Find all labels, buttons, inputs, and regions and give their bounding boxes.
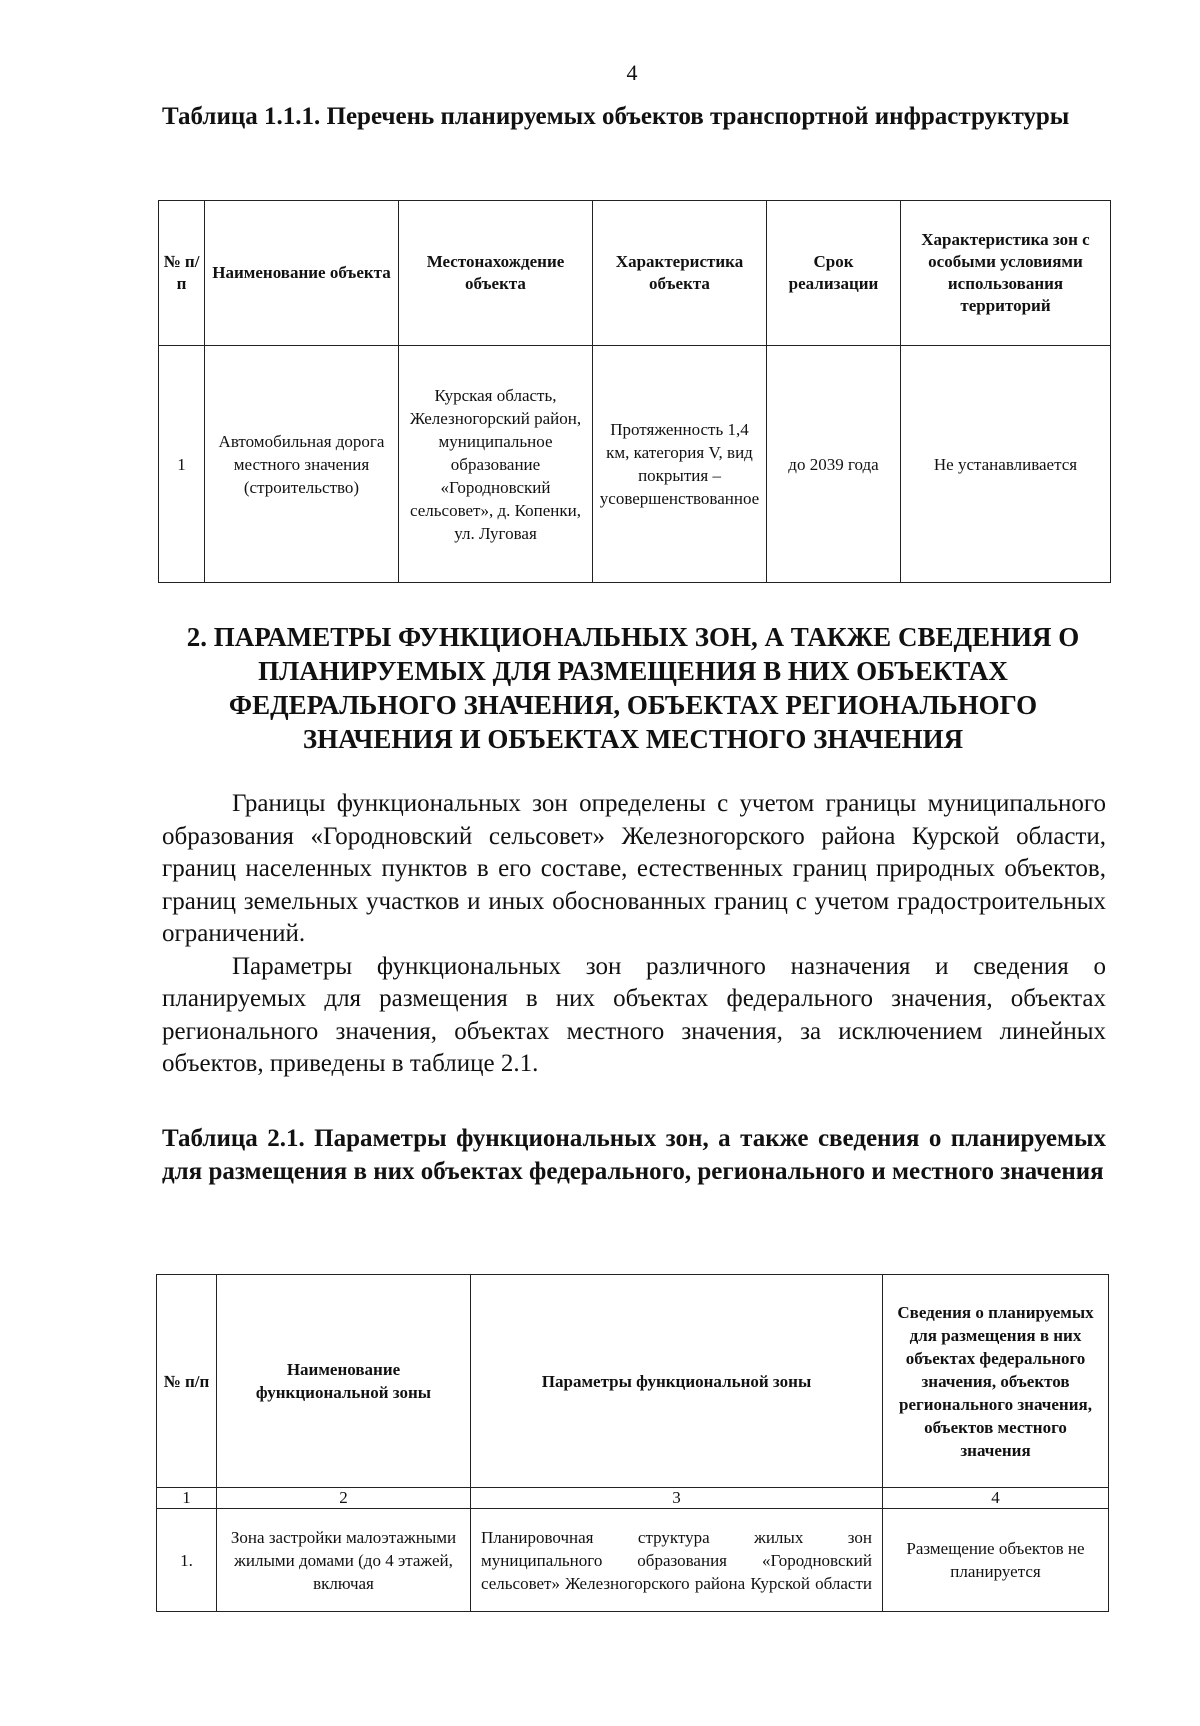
table1-cell-name: Автомобильная дорога местного значения (строительство) (205, 346, 399, 583)
table1-header-num: № п/п (159, 201, 205, 346)
functional-zones-table (156, 1274, 1109, 1612)
table2-header-row (157, 1275, 1109, 1488)
table2-column-numbers (157, 1488, 1109, 1509)
table1-cell-zones: Не устанавливается (901, 346, 1111, 583)
page-number: 4 (626, 60, 638, 85)
table2-colnum: 1 (157, 1488, 217, 1509)
table1-title: Таблица 1.1.1. Перечень планируемых объектов транспортной инфраструктуры (162, 103, 1070, 130)
table2-cell-num: 1. (157, 1509, 217, 1612)
table1-header-row (159, 201, 1111, 346)
table2-header-params: Параметры функциональной зоны (471, 1275, 883, 1488)
table-row (159, 346, 1111, 583)
section-title: 2. ПАРАМЕТРЫ ФУНКЦИОНАЛЬНЫХ ЗОН, А ТАКЖЕ СВЕДЕНИЯ О ПЛАНИРУЕМЫХ ДЛЯ РАЗМЕЩЕНИЯ В НИХ ОБЪЕКТАХ ФЕДЕРАЛЬНОГО ЗНАЧЕНИЯ, ОБЪЕКТАХ РЕГИОНАЛЬНОГО ЗНАЧЕНИЯ И ОБЪЕКТАХ МЕСТНОГО ЗНАЧЕНИЯ (186, 622, 1080, 754)
table2-header-num: № п/п (157, 1275, 217, 1488)
paragraph: Параметры функциональных зон различного назначения и сведения о планируемых для размещения в них объектах федерального значения, объектах регионального значения, объектах местного значения, за исключением линейных объектов, приведены в таблице 2.1. (162, 952, 1106, 1077)
table2-colnum: 2 (217, 1488, 471, 1509)
table1-header-name: Наименование объекта (205, 201, 399, 346)
table1-cell-num: 1 (159, 346, 205, 583)
table2-colnum: 3 (471, 1488, 883, 1509)
table1-header-zones: Характеристика зон с особыми условиями использования территорий (901, 201, 1111, 346)
table2-cell-zone-name: Зона застройки малоэтажными жилыми домами (до 4 этажей, включая (217, 1509, 471, 1612)
table2-cell-objects: Размещение объектов не планируется (883, 1509, 1109, 1612)
table1-cell-location: Курская область, Железногорский район, муниципальное образование «Городновский сельсовет», д. Копенки, ул. Луговая (399, 346, 593, 583)
table1-cell-characteristic: Протяженность 1,4 км, категория V, вид покрытия – усовершенствованное (593, 346, 767, 583)
table1-header-location: Местонахождение объекта (399, 201, 593, 346)
table1-header-term: Срок реализации (767, 201, 901, 346)
table-row (157, 1509, 1109, 1612)
paragraph: Границы функциональных зон определены с учетом границы муниципального образования «Городновский сельсовет» Железногорского района Курской области, границ населенных пунктов в его составе, естественных границ природных объектов, границ земельных участков и иных обоснованных границ с учетом градостроительных ограничений. (162, 790, 1106, 947)
table2-header-objects: Сведения о планируемых для размещения в них объектах федерального значения, объектов регионального значения, объектов местного значения (883, 1275, 1109, 1488)
section-body (162, 788, 1106, 1081)
transport-objects-table (158, 200, 1111, 583)
table2-cell-params: Планировочная структура жилых зон муниципального образования «Городновский сельсовет» Железногорского района Курской области (471, 1509, 883, 1612)
table2-colnum: 4 (883, 1488, 1109, 1509)
table1-header-characteristic: Характеристика объекта (593, 201, 767, 346)
table2-title: Таблица 2.1. Параметры функциональных зон, а также сведения о планируемых для размещения в них объектах федерального, регионального и местного значения (162, 1125, 1106, 1185)
table1-cell-term: до 2039 года (767, 346, 901, 583)
table2-header-zone-name: Наименование функциональной зоны (217, 1275, 471, 1488)
